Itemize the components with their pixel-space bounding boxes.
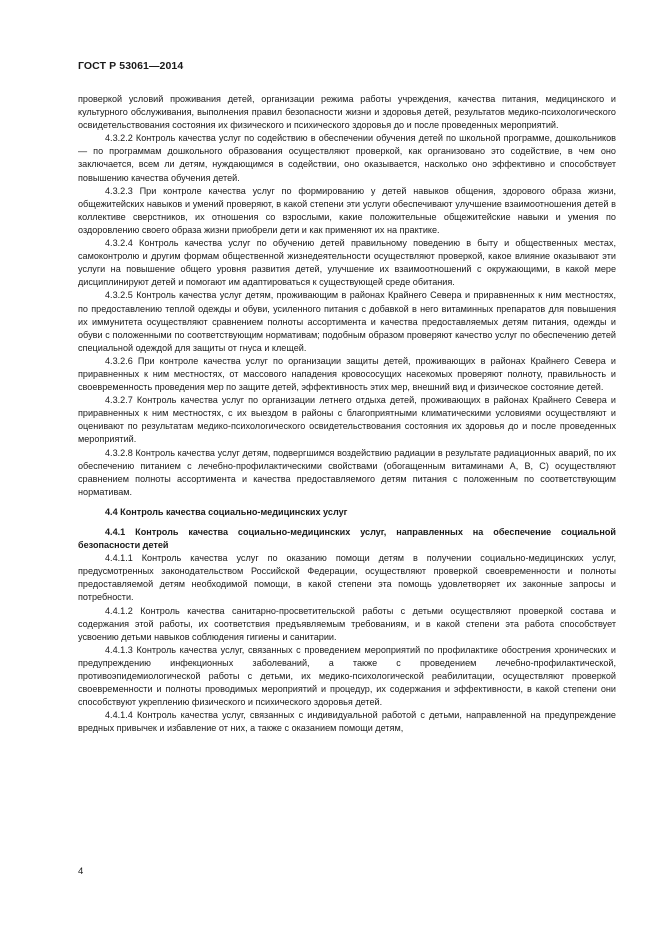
subsection-heading-4-4-1: 4.4.1 Контроль качества социально-медицинских услуг, направленных на обеспечение социальной безопасности детей: [78, 527, 616, 551]
paragraph-4-3-2-3: 4.3.2.3 При контроле качества услуг по формированию у детей навыков общения, здорового образа жизни, общежитейских навыков и умений проверяют, в какой степени эти услуги обеспечивают улучшение взаимоотношения детей в коллективе сверстников, их отношения со взрослыми, какие положительные общежитейские навыки и умения по оздоровлению своего образа жизни приобрели дети и как применяют их на практике.: [78, 185, 616, 235]
document-body: [78, 93, 616, 736]
paragraph-4-3-2-8: 4.3.2.8 Контроль качества услуг детям, подвергшимся воздействию радиации в результате радиационных аварий, по их обеспечению питанием с лечебно-профилактическими свойствами (обогащенным витаминами A, B, C) осуществляют сравнением полноты ассортимента и качества предоставляемого детям питания с положенным по соответствующим нормативам.: [78, 447, 616, 497]
page-number: 4: [78, 866, 84, 877]
paragraph-continuation: проверкой условий проживания детей, организации режима работы учреждения, качества питания, медицинского и культурного обслуживания, выполнения правил безопасности жизни и здоровья детей, результатов медико-психологического освидетельствования состояния их физического и психического здоровья до и после проведенных мероприятий.: [78, 94, 616, 131]
paragraph-4-3-2-5: 4.3.2.5 Контроль качества услуг детям, проживающим в районах Крайнего Севера и приравненных к ним местностях, по предоставлению теплой одежды и обуви, усиленного питания с добавкой в него витаминных препаратов для повышения их иммунитета осуществляют сравнением полноты ассортимента и качества предоставляемых детям питания, одежды и обуви с положенными по соответствующим нормативам; подобным образом проверяют качество услуг по обеспечению детей специальной одеждой для защиты от гнуса и клещей.: [78, 290, 616, 353]
standard-header: ГОСТ Р 53061—2014: [78, 60, 184, 72]
paragraph-4-4-1-1: 4.4.1.1 Контроль качества услуг по оказанию помощи детям в получении социально-медицинских услуг, предусмотренных законодательством Российской Федерации, осуществляют проверкой своевременности и полноты предоставляемой детям необходимой помощи, в какой степени эта помощь удовлетворяет их законные запросы и потребности.: [78, 553, 616, 603]
paragraph-4-4-1-4: 4.4.1.4 Контроль качества услуг, связанных с индивидуальной работой с детьми, направленной на предупреждение вредных привычек и избавление от них, а также с оказанием помощи детям,: [78, 710, 616, 734]
paragraph-4-3-2-4: 4.3.2.4 Контроль качества услуг по обучению детей правильному поведению в быту и общественных местах, самоконтролю и другим формам общественной жизнедеятельности осуществляют проверкой, какое влияние оказывают эти услуги на повышение общего уровня развития детей, улучшение их взаимоотношений с окружающими, в какой мере дисциплинируют детей и помогают им адаптироваться к существующей среде обитания.: [78, 238, 616, 288]
paragraph-4-3-2-6: 4.3.2.6 При контроле качества услуг по организации защиты детей, проживающих в районах Крайнего Севера и приравненных к ним местностях, от массового нападения кровососущих насекомых проверяют полноту, правильность и своевременность проведения мер по защите детей, эффективность этих мер, внешний вид и физическое состояние детей.: [78, 355, 616, 393]
paragraph-4-3-2-7: 4.3.2.7 Контроль качества услуг по организации летнего отдыха детей, проживающих в районах Крайнего Севера и приравненных к ним местностях, с их выездом в районы с благоприятными климатическими условиями осуществляют и оценивают по результатам медико-психологического освидетельствования состояния их здоровья до и после проведенных мероприятий.: [78, 395, 616, 445]
paragraph-4-4-1-3: 4.4.1.3 Контроль качества услуг, связанных с проведением мероприятий по профилактике обострения хронических и предупреждению инфекционных заболеваний, а также с проведением лечебно-профилактической, противоэпидемиологической работы с детьми, их медико-психологической реабилитации, осуществляют проверкой своевременности и полноты проводимых мероприятий и процедур, их содержания и эффективности, в какой степени они способствуют укреплению физического и психического здоровья детей.: [78, 644, 616, 708]
section-heading-4-4: 4.4 Контроль качества социально-медицинских услуг: [105, 506, 348, 517]
paragraph-4-3-2-2: 4.3.2.2 Контроль качества услуг по содействию в обеспечении обучения детей по школьной программе, дошкольников — по программам дошкольного образования осуществляют проверкой, как организовано это содействие, в чем оно заключается, всем ли детям, нуждающимся в содействии, оно оказывается, насколько оно эффективно и способствует повышению качества обучения детей.: [78, 133, 616, 183]
paragraph-4-4-1-2: 4.4.1.2 Контроль качества санитарно-просветительской работы с детьми осуществляют проверкой состава и содержания этой работы, их соответствия предъявляемым требованиям, и в какой степени эта работа способствует усвоению детьми навыков соблюдения гигиены и санитарии.: [78, 605, 616, 642]
